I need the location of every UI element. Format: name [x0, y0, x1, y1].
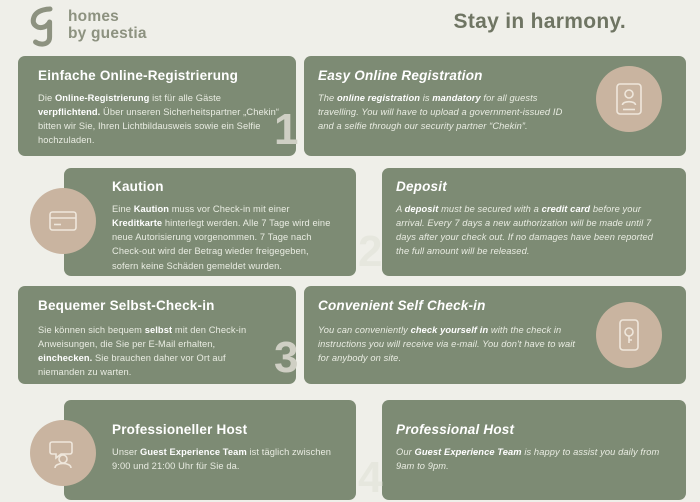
brand-wordmark — [68, 9, 147, 42]
step-3-number: 3 — [274, 333, 299, 382]
step-1-number: 1 — [274, 105, 299, 154]
id-card-person-icon — [614, 82, 644, 116]
header — [0, 0, 700, 52]
guestia-g-logo-icon — [26, 5, 60, 47]
step-2-number: 2 — [358, 227, 383, 276]
host-support-chat-icon — [47, 438, 79, 468]
step-4-icon-circle — [30, 420, 96, 486]
step-1-icon-circle — [596, 66, 662, 132]
brand-line-2: by guestia — [68, 25, 147, 42]
step-1-band — [0, 52, 700, 162]
step-4-heading-en: Professional Host — [396, 422, 515, 437]
brand-logo — [26, 5, 147, 47]
step-3-heading-de: Bequemer Selbst-Check-in — [38, 298, 215, 313]
step-1-body-en: The online registration is mandatory for all guests travelling. You will have to upload a government-issued ID and a selfie through our security partner “Chekin”. — [318, 93, 563, 132]
step-3-band — [0, 282, 700, 390]
step-4-body-de: Unser Guest Experience Team ist täglich zwischen 9:00 und 21:00 Uhr für Sie da. — [112, 447, 332, 472]
step-2-icon-circle — [30, 188, 96, 254]
step-1-body-de: Die Online-Registrierung ist für alle Gäste verpflichtend. Über unseren Sicherheitspartner „Chekin“ bitten wir Sie, Ihren Lichtbildausweis sowie ein Selfie hochzuladen. — [38, 93, 280, 146]
step-2-body-en: A deposit must be secured with a credit card before your arrival. Every 7 days a new authorization will be made until 7 days after your check out. If no damages have been reported the full amount will be released. — [396, 204, 654, 257]
step-4-number: 4 — [358, 453, 383, 502]
step-1-heading-en: Easy Online Registration — [318, 68, 483, 83]
step-2-body-de: Eine Kaution muss vor Check-in mit einer Kreditkarte hinterlegt werden. Alle 7 Tage wird eine neue Autorisierung vorgenommen. 7 Tage nach Check-out wird der Betrag wieder freigegeben, sofern keine Schäden gemeldet wurden. — [112, 204, 331, 271]
step-2-heading-en: Deposit — [396, 179, 447, 194]
step-4-heading-de: Professioneller Host — [112, 422, 248, 437]
step-4-body-en: Our Guest Experience Team is happy to assist you daily from 9am to 9pm. — [396, 447, 660, 472]
tagline: Stay in harmony. — [453, 10, 626, 33]
brand-line-1: homes — [68, 8, 119, 26]
step-2-heading-de: Kaution — [112, 179, 164, 194]
step-3-body-en: You can conveniently check yourself in with the check in instructions you will receive via e-mail. You don't have to wait for anybody on site. — [318, 325, 576, 364]
step-3-body-de: Sie können sich bequem selbst mit den Check-in Anweisungen, die Sie per E-Mail erhalten, einchecken. Sie brauchen daher vor Ort auf niemanden zu warten. — [38, 325, 247, 378]
step-1-heading-de: Einfache Online-Registrierung — [38, 68, 239, 83]
smartphone-key-icon — [615, 318, 643, 352]
step-3-heading-en: Convenient Self Check-in — [318, 298, 486, 313]
step-3-icon-circle — [596, 302, 662, 368]
credit-card-icon — [47, 205, 79, 237]
step-2-band — [0, 162, 700, 280]
step-4-band — [0, 394, 700, 500]
